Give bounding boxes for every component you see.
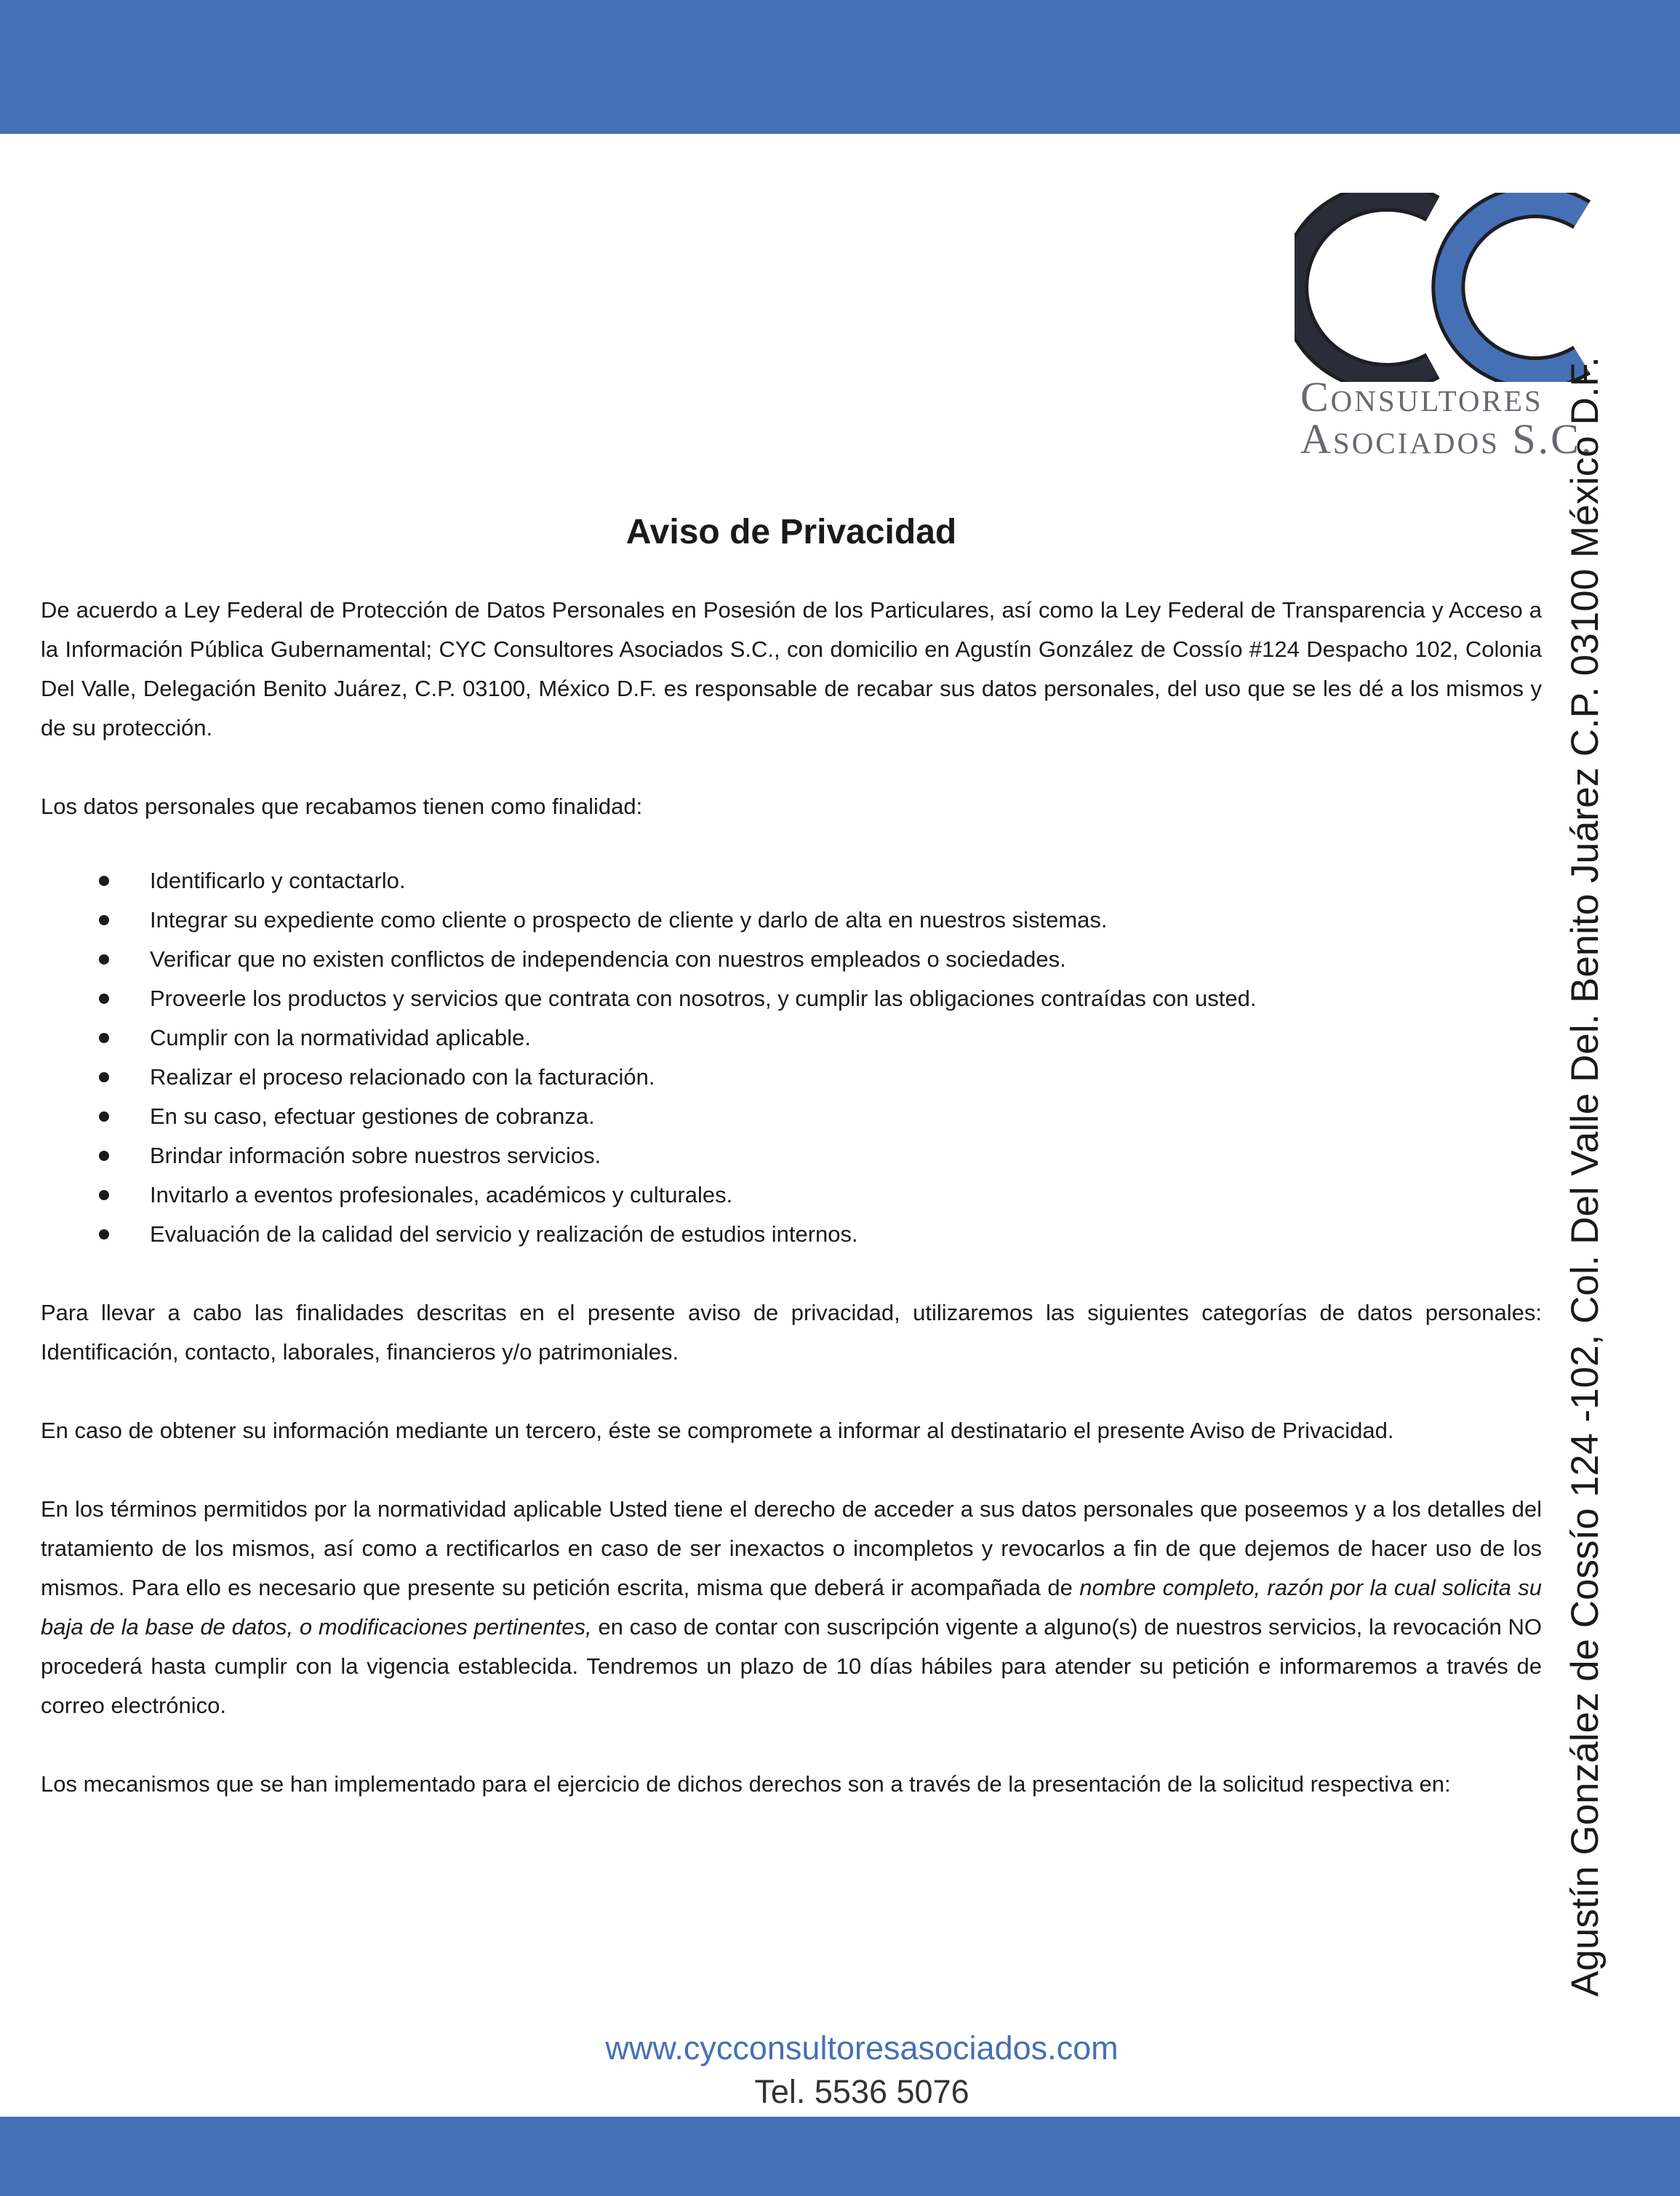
rights-text-2: en caso de contar con suscripción vigente a alguno(s) de nuestros servicios, la revocación NO procederá hasta cumplir con la vigencia establecida. Tendremos un plazo de 10 días hábiles para atender su petición e informaremos a través de correo electrónico. (41, 1614, 1542, 1718)
logo-line-1: Consultores (1300, 373, 1543, 420)
list-item: Brindar información sobre nuestros servicios. (41, 1136, 1542, 1175)
cc-monogram-icon (1295, 193, 1607, 382)
list-item: Proveerle los productos y servicios que contrata con nosotros, y cumplir las obligaciones contraídas con usted. (41, 979, 1542, 1018)
phone-number: Tel. 5536 5076 (754, 2073, 969, 2110)
categories-paragraph: Para llevar a cabo las finalidades descritas en el presente aviso de privacidad, utilizaremos las siguientes categorías de datos personales: Identificación, contacto, laborales, financieros y/o patrimoniales. (41, 1300, 1542, 1365)
sidebar-address: Agustín González de Cossío 124 -102, Col. Del Valle Del. Benito Juárez C.P. 03100 México D.F. (1564, 356, 1607, 1997)
purposes-lead: Los datos personales que recabamos tienen como finalidad: (41, 794, 643, 819)
list-item: Cumplir con la normatividad aplicable. (41, 1018, 1542, 1058)
logo-wordmark (1300, 373, 1606, 463)
mechanisms-paragraph: Los mecanismos que se han implementado para el ejercicio de dichos derechos son a través de la presentación de la solicitud respectiva en: (41, 1771, 1451, 1797)
rights-paragraph (41, 1490, 1542, 1725)
company-logo (1295, 193, 1607, 463)
purposes-list (41, 861, 1542, 1254)
list-item: En su caso, efectuar gestiones de cobranza. (41, 1097, 1542, 1136)
list-item: Realizar el proceso relacionado con la facturación. (41, 1058, 1542, 1097)
page-title: Aviso de Privacidad (625, 513, 957, 551)
intro-paragraph: De acuerdo a Ley Federal de Protección de Datos Personales en Posesión de los Particulares, así como la Ley Federal de Transparencia y Acceso a la Información Pública Gubernamental; CYC Consultores Asociados S.C., con domicilio en Agustín González de Cossío #124 Despacho 102, Colonia Del Valle, Delegación Benito Juárez, C.P. 03100, México D.F. es responsable de recabar sus datos personales, del uso que se les dé a los mismos y de su protección. (41, 597, 1542, 740)
list-item: Integrar su expediente como cliente o prospecto de cliente y darlo de alta en nuestros sistemas. (41, 901, 1542, 940)
logo-line-2: Asociados S.C. (1300, 415, 1594, 463)
rights-italic-text: nombre completo, razón por la cual solicita su baja de la base de datos, o modificaciones pertinentes, (41, 1575, 1542, 1640)
website-link[interactable]: www.cycconsultoresasociados.com (605, 2029, 1119, 2067)
list-item: Identificarlo y contactarlo. (41, 861, 1542, 901)
document-body (41, 509, 1542, 1843)
footer-band (0, 2117, 1680, 2196)
list-item: Evaluación de la calidad del servicio y realización de estudios internos. (41, 1215, 1542, 1254)
rights-text-1: En los términos permitidos por la normatividad aplicable Usted tiene el derecho de acceder a sus datos personales que poseemos y a los detalles del tratamiento de los mismos, así como a rectificarlos en caso de ser inexactos o incompletos y revocarlos a fin de que dejemos de hacer uso de los mismos. Para ello es necesario que presente su petición escrita, misma que deberá ir acompañada de (41, 1496, 1542, 1600)
list-item: Invitarlo a eventos profesionales, académicos y culturales. (41, 1175, 1542, 1215)
list-item: Verificar que no existen conflictos de independencia con nuestros empleados o sociedades. (41, 940, 1542, 979)
third-party-paragraph: En caso de obtener su información mediante un tercero, éste se compromete a informar al destinatario el presente Aviso de Privacidad. (41, 1418, 1394, 1443)
header-band (0, 0, 1680, 134)
